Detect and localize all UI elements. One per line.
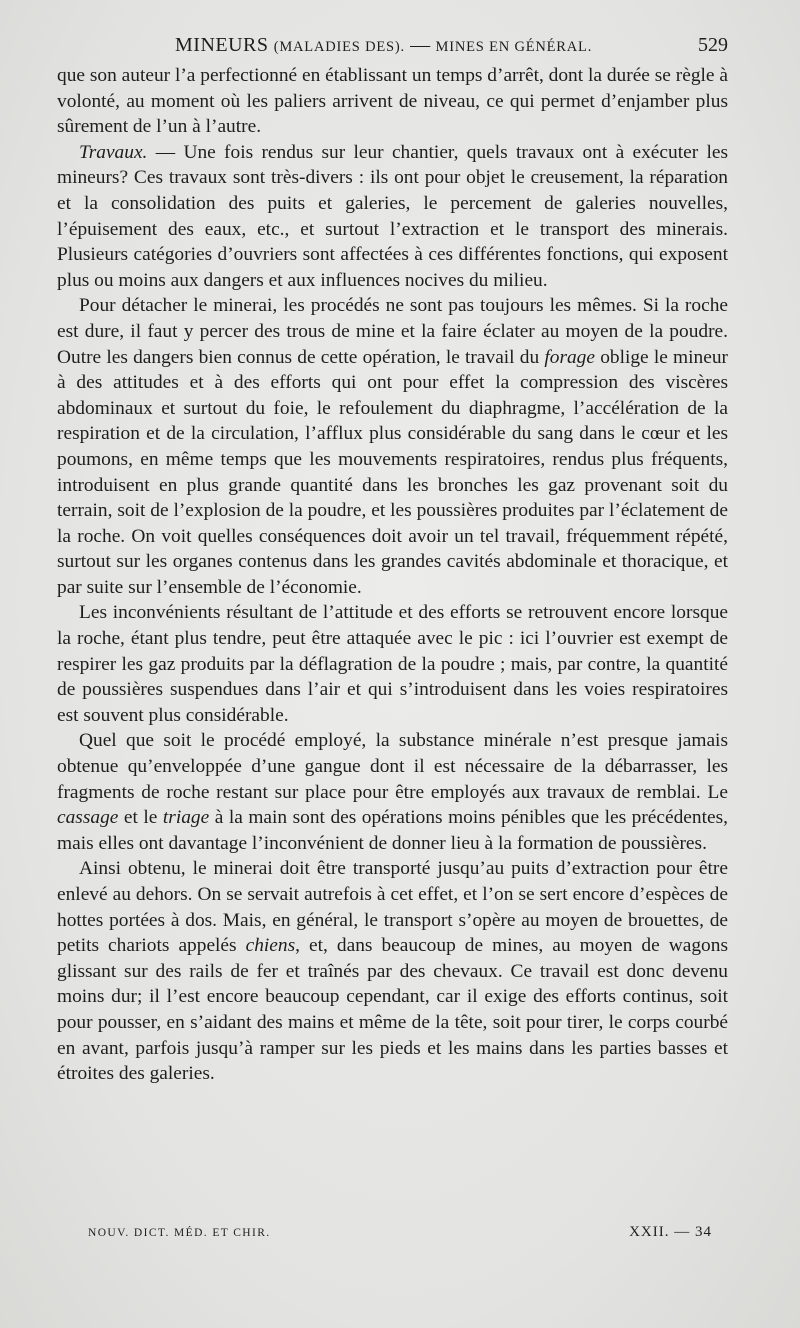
paragraph-4 bbox=[57, 600, 728, 728]
body-text bbox=[57, 63, 728, 1087]
paragraph-6 bbox=[57, 856, 728, 1086]
title-dash: — bbox=[410, 34, 431, 56]
section-heading-travaux: Travaux. bbox=[79, 141, 148, 163]
paragraph-5-text-c: à la main sont des opérations moins pénibles que les précédentes, mais elles ont davantage l’inconvénient de donner lieu à la formation de poussières. bbox=[57, 807, 729, 854]
page-footer bbox=[88, 1224, 712, 1241]
term-forage: forage bbox=[544, 346, 595, 368]
paragraph-1 bbox=[57, 63, 728, 140]
paragraph-4-text: Les inconvénients résultant de l’attitude et des efforts se retrouvent encore lorsque la roche, étant plus tendre, peut être attaquée avec le pic : ici l’ouvrier est exempt de respirer les gaz produits par la déflagration de la poudre ; mais, par contre, la quantité de poussières suspendues dans l’air et qui s’introduisent dans les voies respiratoires est souvent plus considérable. bbox=[57, 602, 728, 726]
footer-signature: NOUV. DICT. MÉD. ET CHIR. bbox=[88, 1227, 271, 1239]
paragraph-2 bbox=[57, 140, 728, 294]
title-subject: MINES EN GÉNÉRAL. bbox=[435, 39, 593, 55]
paragraph-3 bbox=[57, 293, 728, 600]
paragraph-6-text-b: , et, dans beaucoup de mines, au moyen de wagons glissant sur des rails de fer et traînés par des chevaux. Ce travail est donc devenu moins dur; il l’est encore beaucoup cependant, car il exige des efforts continus, soit pour pousser, en s’aidant des mains et même de la tête, soit pour tirer, le corps courbé en avant, parfois jusqu’à ramper sur les pieds et les mains dans les parties basses et étroites des galeries. bbox=[57, 935, 728, 1085]
paragraph-3-text-a: Pour détacher le minerai, les procédés ne sont pas toujours les mêmes. Si la roche est dure, il faut y percer des trous de mine et la faire éclater au moyen de la poudre. Outre les dangers bien connus de cette opération, le travail du bbox=[57, 295, 728, 368]
paragraph-5 bbox=[57, 728, 728, 856]
running-head-title bbox=[175, 34, 592, 57]
title-main: MINEURS bbox=[175, 34, 269, 56]
paragraph-1-text: que son auteur l’a perfectionné en établissant un temps d’arrêt, dont la durée se règle à volonté, au moment où les paliers arrivent de niveau, ce qui permet d’enjamber plus sûrement de l’un à l’autre. bbox=[57, 65, 728, 138]
paragraph-6-text-a: Ainsi obtenu, le minerai doit être transporté jusqu’au puits d’extraction pour être enlevé au dehors. On se servait autrefois à cet effet, et l’on se sert encore d’espèces de hottes portées à dos. Mais, en général, le transport s’opère au moyen de brouettes, de petits chariots appelés bbox=[57, 858, 728, 957]
paragraph-2-text: — Une fois rendus sur leur chantier, quels travaux ont à exécuter les mineurs? Ces travaux sont très-divers : ils ont pour objet le creusement, la réparation et la consolidation des puits et galeries, le percement de galeries nouvelles, l’épuisement des eaux, etc., et surtout l’extraction et le transport des minerais. Plusieurs catégories d’ouvriers sont affectées à ces différentes fonctions, qui exposent plus ou moins aux dangers et aux influences nocives du milieu. bbox=[57, 141, 728, 291]
paragraph-5-text-b: et le bbox=[118, 807, 163, 829]
term-chiens: chiens bbox=[245, 935, 296, 957]
paragraph-3-text-b: oblige le mineur à des attitudes et à des efforts qui ont pour effet la compression des viscères abdominaux et surtout du foie, le refoulement du diaphragme, l’accélération de la respiration et de la circulation, l’afflux plus considérable du sang dans le cœur et les poumons, en même temps que les mouvements respiratoires, rendus plus fréquents, introduisent en plus grande quantité dans les bronches les gaz provenant soit du terrain, soit de l’explosion de la poudre, et les poussières produites par l’éclatement de la roche. On voit quelles conséquences doit avoir un tel travail, fréquemment répété, surtout sur les organes contenus dans les grandes cavités abdominale et thoracique, et par suite sur l’ensemble de l’économie. bbox=[57, 346, 728, 598]
footer-volume-sheet: XXII. — 34 bbox=[629, 1224, 712, 1240]
running-head bbox=[57, 34, 728, 57]
term-cassage: cassage bbox=[57, 807, 119, 829]
title-parenthetical: (MALADIES DES). bbox=[273, 39, 405, 55]
page-number: 529 bbox=[698, 34, 728, 56]
term-triage: triage bbox=[162, 807, 210, 829]
paragraph-5-text-a: Quel que soit le procédé employé, la substance minérale n’est presque jamais obtenue qu’enveloppée d’une gangue dont il est nécessaire de la débarrasser, les fragments de roche restant sur place pour être employés aux travaux de remblai. Le bbox=[57, 730, 728, 803]
